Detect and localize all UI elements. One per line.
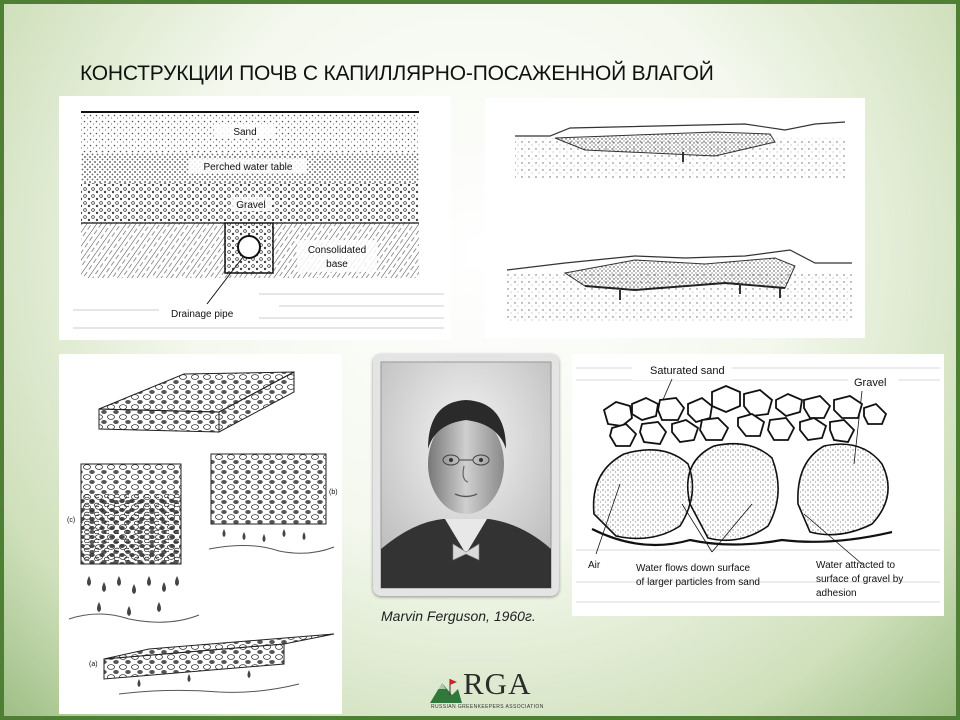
label-flow-line1: Water flows down surface (636, 563, 751, 574)
label-c: (c) (67, 517, 76, 524)
label-gravel-particles: Gravel (854, 377, 887, 389)
label-flow-line2: of larger particles from sand (636, 577, 760, 588)
logo-subtitle: RUSSIAN GREENKEEPERS ASSOCIATION (431, 704, 544, 710)
label-saturated-sand: Saturated sand (650, 365, 725, 377)
label-perched-water-table: Perched water table (203, 162, 293, 173)
drainage-slab-diagram (59, 354, 342, 714)
slide-title: КОНСТРУКЦИИ ПОЧВ С КАПИЛЛЯРНО-ПОСАЖЕННОЙ ВЛАГОЙ (80, 62, 714, 85)
logo-name: RGA (463, 666, 532, 701)
label-adhesion-line1: Water attracted to (816, 560, 896, 571)
green-cross-section-diagram (485, 98, 865, 338)
label-air: Air (588, 560, 601, 571)
label-a: (a) (89, 661, 98, 668)
portrait-photo (373, 354, 559, 596)
label-base: base (326, 259, 348, 270)
soil-profile-diagram (59, 96, 451, 340)
label-b: (b) (329, 489, 338, 496)
label-gravel: Gravel (236, 200, 266, 211)
label-drainage-pipe: Drainage pipe (171, 309, 234, 320)
particle-water-diagram (572, 354, 944, 616)
label-sand: Sand (233, 127, 257, 138)
label-consolidated: Consolidated (307, 245, 367, 256)
label-adhesion-line2: surface of gravel by (816, 574, 904, 585)
photo-caption: Marvin Ferguson, 1960г. (381, 608, 536, 624)
label-adhesion-line3: adhesion (816, 588, 857, 599)
